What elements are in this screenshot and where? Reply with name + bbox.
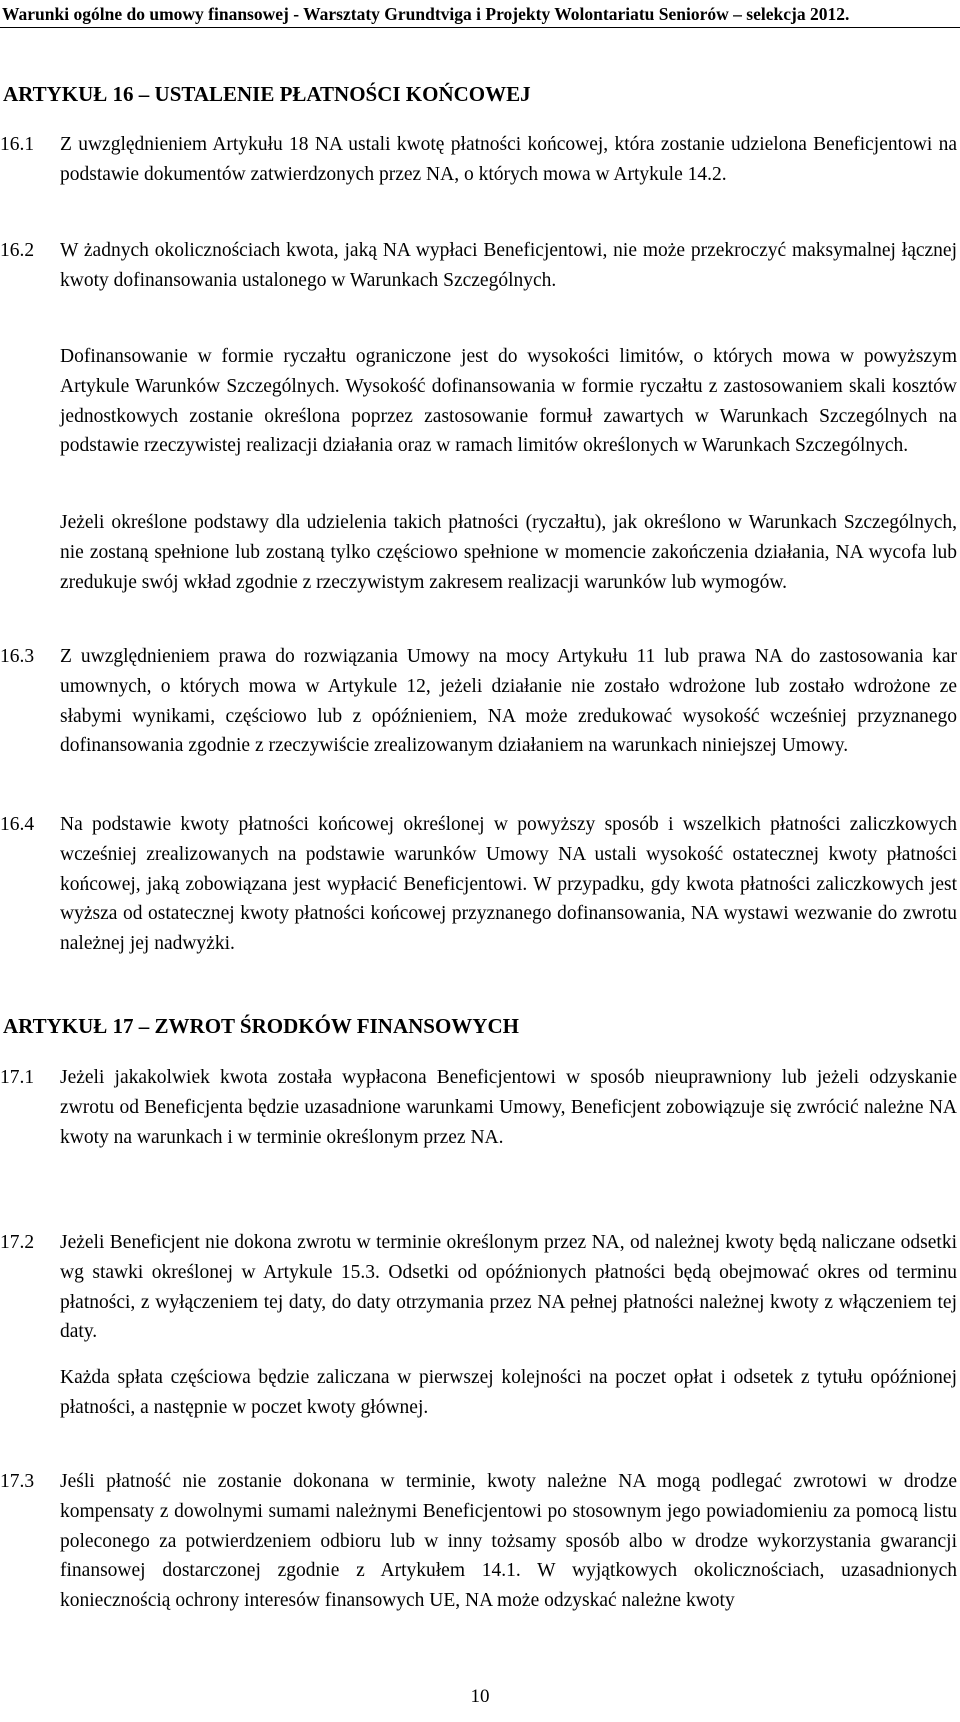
article-17-title: ARTYKUŁ 17 – ZWROT ŚRODKÓW FINANSOWYCH xyxy=(3,1014,519,1038)
paragraph-text: Każda spłata częściowa będzie zaliczana w pierwszej kolejności na poczet opłat i odsetek z tytułu opóźnionej płatności, a następnie w poczet kwoty głównej. xyxy=(60,1367,957,1418)
paragraph-16-3 xyxy=(0,642,957,761)
paragraph-text: Z uwzględnieniem Artykułu 18 NA ustali kwotę płatności końcowej, która zostanie udzielona Beneficjentowi na podstawie dokumentów zatwierdzonych przez NA, o których mowa w Artykule 14.2. xyxy=(60,134,957,185)
paragraph-text: Jeżeli Beneficjent nie dokona zwrotu w terminie określonym przez NA, od należnej kwoty będą naliczane odsetki wg stawki określonej w Artykule 15.3. Odsetki od opóźnionych płatności będą obejmować okres od terminu płatności, z wyłączeniem tej daty, do daty otrzymania przez NA pełnej płatności należnej kwoty z włączeniem tej daty. xyxy=(60,1232,957,1343)
paragraph-text: Jeżeli jakakolwiek kwota została wypłacona Beneficjentowi w sposób nieuprawniony lub jeżeli odzyskanie zwrotu od Beneficjenta będzie uzasadnione warunkami Umowy, Beneficjent zobowiązuje się zwrócić należne NA kwoty na warunkach i w terminie określonym przez NA. xyxy=(60,1067,957,1148)
paragraph-number: 16.4 xyxy=(0,814,35,835)
paragraph-16-1 xyxy=(0,130,957,190)
paragraph-17-2 xyxy=(0,1228,957,1347)
article-16-title: ARTYKUŁ 16 – USTALENIE PŁATNOŚCI KOŃCOWEJ xyxy=(3,82,531,106)
page-number: 10 xyxy=(470,1686,490,1707)
paragraph-number: 16.2 xyxy=(0,240,35,261)
paragraph-number: 17.2 xyxy=(0,1232,35,1253)
paragraph-16-2-lump-sum xyxy=(60,342,957,461)
paragraph-number: 16.3 xyxy=(0,646,35,667)
paragraph-17-1 xyxy=(0,1063,957,1152)
paragraph-17-3 xyxy=(0,1467,957,1616)
paragraph-number: 17.3 xyxy=(0,1471,35,1492)
paragraph-16-2-conditions xyxy=(60,508,957,597)
paragraph-text: Z uwzględnieniem prawa do rozwiązania Umowy na mocy Artykułu 11 lub prawa NA do zastosowania kar umownych, o których mowa w Artykule 12, jeżeli działanie nie zostało wdrożone lub zostało wdrożone ze słabymi wynikami, częściowo lub z opóźnieniem, NA może zredukować wysokość wcześniej przyznanego dofinansowania zgodnie z rzeczywiście zrealizowanym działaniem na warunkach niniejszej Umowy. xyxy=(60,646,957,757)
paragraph-text: W żadnych okolicznościach kwota, jaką NA wypłaci Beneficjentowi, nie może przekroczyć maksymalnej łącznej kwoty dofinansowania ustalonego w Warunkach Szczególnych. xyxy=(60,240,957,291)
paragraph-text: Na podstawie kwoty płatności końcowej określonej w powyższy sposób i wszelkich płatności zaliczkowych wcześniej zrealizowanych na podstawie warunków Umowy NA ustali wysokość ostatecznej kwoty płatności końcowej, jaką zobowiązana jest wypłacić Beneficjentowi. W przypadku, gdy kwota płatności zaliczkowych jest wyższa od ostatecznej kwoty płatności końcowej przyznanego dofinansowania, NA wystawi wezwanie do zwrotu należnej jej nadwyżki. xyxy=(60,814,957,955)
paragraph-16-2 xyxy=(0,236,957,296)
paragraph-number: 17.1 xyxy=(0,1067,35,1088)
paragraph-text: Dofinansowanie w formie ryczałtu ograniczone jest do wysokości limitów, o których mowa w powyższym Artykule Warunków Szczególnych. Wysokość dofinansowania w formie ryczałtu z zastosowaniem skali kosztów jednostkowych zostanie określona poprzez zastosowanie formuł zawartych w Warunkach Szczególnych na podstawie rzeczywistej realizacji działania oraz w ramach limitów określonych w Warunkach Szczególnych. xyxy=(60,346,957,457)
paragraph-text: Jeżeli określone podstawy dla udzielenia takich płatności (ryczałtu), jak określono w Warunkach Szczególnych, nie zostaną spełnione lub zostaną tylko częściowo spełnione w momencie zakończenia działania, NA wycofa lub zredukuje swój wkład zgodnie z rzeczywistym zakresem realizacji warunków lub wymogów. xyxy=(60,512,957,593)
paragraph-17-2-partial xyxy=(60,1363,957,1423)
running-header: Warunki ogólne do umowy finansowej - Warsztaty Grundtviga i Projekty Wolontariatu Seniorów – selekcja 2012. xyxy=(0,0,960,28)
paragraph-16-4 xyxy=(0,810,957,959)
paragraph-number: 16.1 xyxy=(0,134,35,155)
paragraph-text: Jeśli płatność nie zostanie dokonana w terminie, kwoty należne NA mogą podlegać zwrotowi w drodze kompensaty z dowolnymi sumami należnymi Beneficjentowi po stosownym jego powiadomieniu za pomocą listu poleconego za potwierdzeniem odbioru lub w inny tożsamy sposób albo w drodze wykorzystania gwarancji finansowej dostarczonej zgodnie z Artykułem 14.1. W wyjątkowych okolicznościach, uzasadnionych koniecznością ochrony interesów finansowych UE, NA może odzyskać należne kwoty xyxy=(60,1471,957,1612)
